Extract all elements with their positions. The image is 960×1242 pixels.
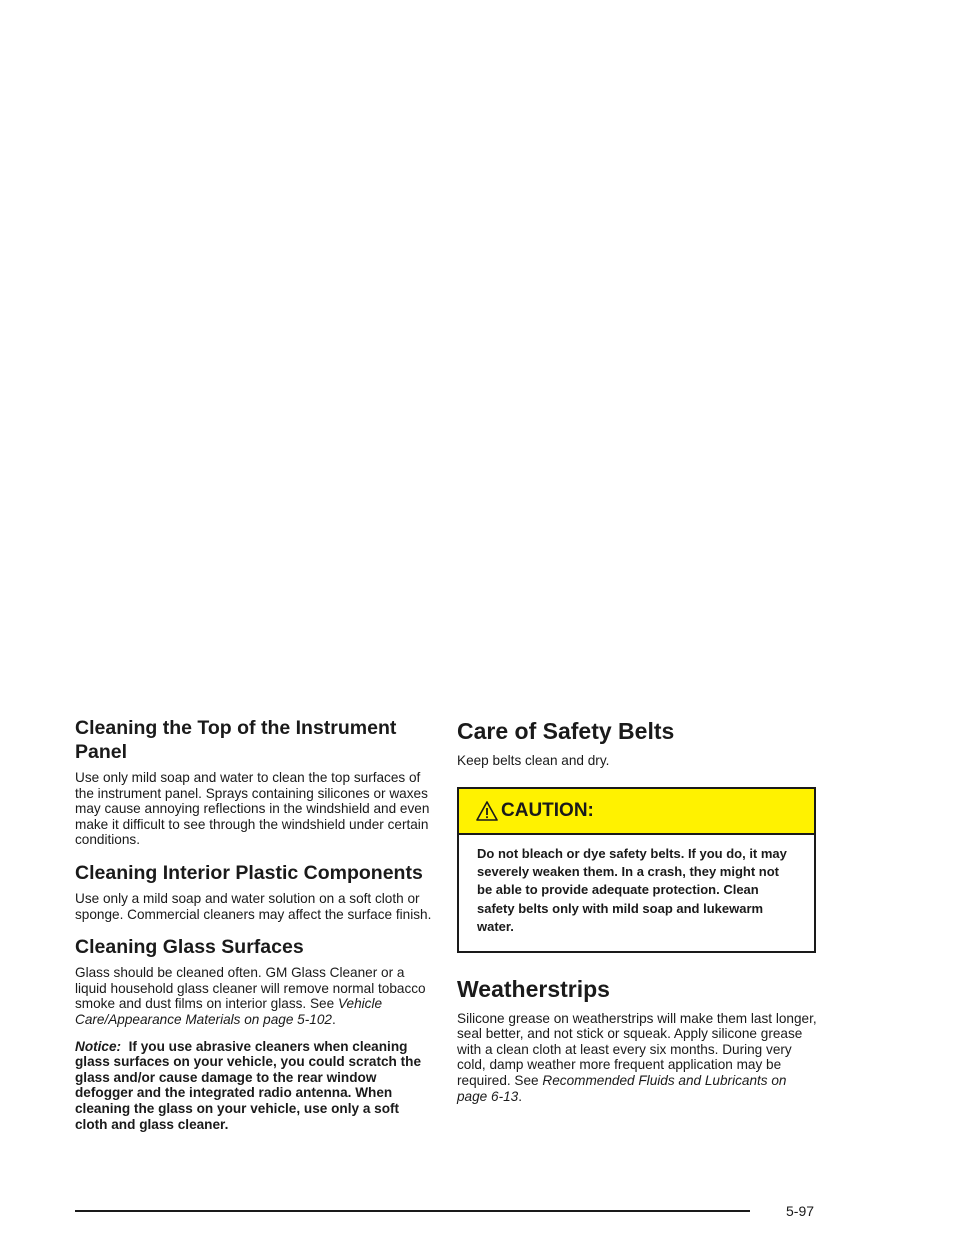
paragraph-instrument-panel: Use only mild soap and water to clean the top surfaces of the instrument panel. Sprays containing silicones or waxes may cause annoying reflections in the windshield and even make it difficult to see through the windshield under certain conditions.	[75, 770, 430, 848]
notice-paragraph	[75, 1039, 435, 1133]
warning-icon	[476, 800, 498, 822]
left-column	[75, 716, 435, 1132]
glass-end: .	[331, 1011, 336, 1027]
section-safety-belts	[457, 717, 817, 769]
heading-safety-belts: Care of Safety Belts	[457, 718, 675, 744]
section-instrument-panel	[75, 716, 435, 848]
caution-label: CAUTION:	[501, 799, 594, 821]
notice-label: Notice:	[75, 1038, 122, 1054]
notice-text: If you use abrasive cleaners when cleaning glass surfaces on your vehicle, you could scratch the glass and/or cause damage to the rear window defogger and the integrated radio antenna. When cleaning the glass on your vehicle, use only a soft cloth and glass cleaner.	[75, 1038, 422, 1132]
heading-plastic-components: Cleaning Interior Plastic Components	[75, 861, 423, 884]
right-column	[457, 717, 817, 1104]
paragraph-glass-surfaces	[75, 965, 435, 1027]
section-glass-surfaces	[75, 935, 435, 1027]
heading-weatherstrips: Weatherstrips	[457, 975, 610, 1002]
weatherstrips-text: Silicone grease on weatherstrips will make them last longer, seal better, and not stick or squeak. Apply silicone grease with a clean cloth at least every six months. During very cold, damp weather more frequent application may be required. See	[457, 1010, 817, 1088]
glass-text: Glass should be cleaned often. GM Glass Cleaner or a liquid household glass cleaner will remove normal tobacco smoke and dust films on interior glass. See	[75, 965, 426, 1012]
vehicle-care-reference-link[interactable]: Vehicle Care/Appearance Materials on page 5-102	[75, 996, 383, 1027]
heading-glass-surfaces: Cleaning Glass Surfaces	[75, 936, 304, 959]
paragraph-safety-belts: Keep belts clean and dry.	[457, 753, 610, 768]
heading-instrument-panel: Cleaning the Top of the Instrument Panel	[75, 717, 397, 763]
weatherstrips-end: .	[518, 1088, 523, 1104]
footer-rule	[75, 1210, 750, 1212]
caution-box	[457, 787, 816, 953]
section-weatherstrips	[457, 975, 817, 1105]
caution-text: Do not bleach or dye safety belts. If you do, it may severely weaken them. In a crash, they might not be able to provide adequate protection. Clean safety belts only with mild soap and lukewarm water.	[477, 845, 787, 935]
page-number: 5-97	[786, 1203, 815, 1219]
paragraph-plastic-components: Use only a mild soap and water solution on a soft cloth or sponge. Commercial cleaners may affect the surface finish.	[75, 890, 432, 922]
fluids-lubricants-reference-link[interactable]: Recommended Fluids and Lubricants on page 6-13	[457, 1073, 787, 1104]
paragraph-weatherstrips	[457, 1011, 817, 1105]
section-plastic-components	[75, 861, 435, 922]
caution-header	[459, 789, 814, 835]
